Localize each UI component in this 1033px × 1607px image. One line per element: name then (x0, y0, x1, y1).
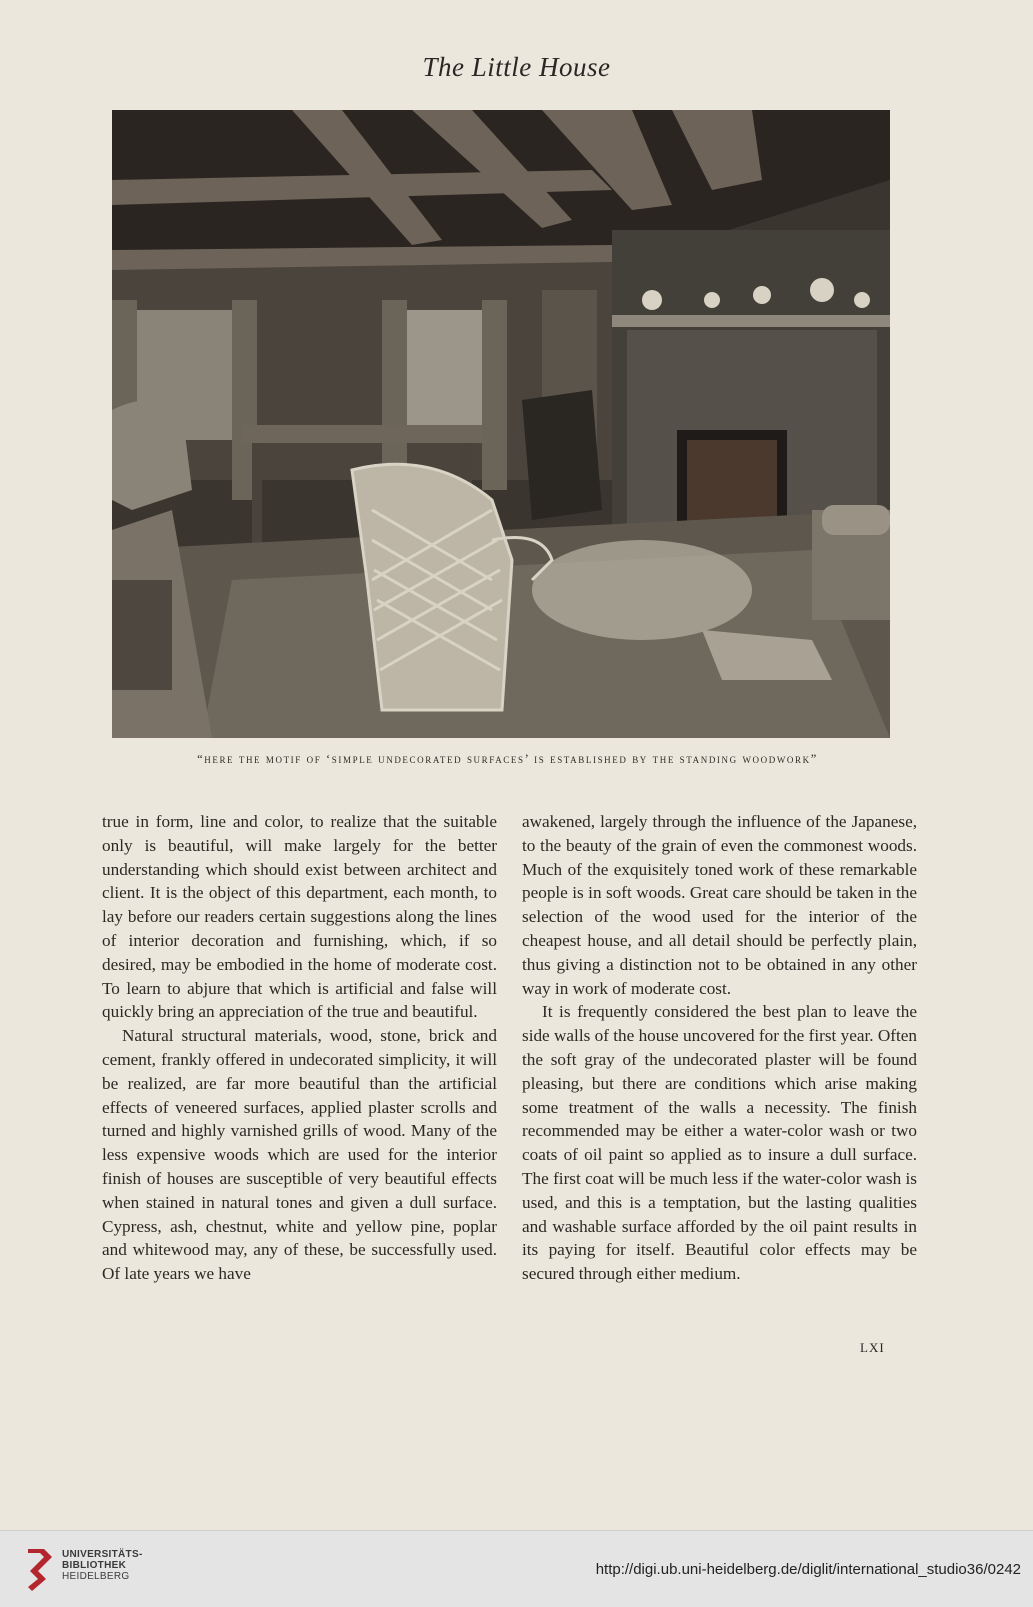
page-number: LXI (860, 1340, 885, 1355)
right-column (522, 810, 917, 1286)
library-footer (0, 1530, 1033, 1607)
library-name-line: BIBLIOTHEK (62, 1560, 127, 1571)
paragraph: It is frequently considered the best plan to leave the side walls of the house uncovered for the first year. Often the soft gray of the undecorated plaster will be found pleasing, but there are conditions which arise making some treatment of the walls a necessity. The finish recommended may be either a water-color wash or two coats of oil paint so applied as to insure a dull surface. The first coat will be much less if the water-color wash is used, and this is a temptation, but the lasting qualities and washable surface afforded by the oil paint results in its paying for itself. Beautiful color effects may be secured through either medium. (522, 1002, 917, 1284)
library-name-line: HEIDELBERG (62, 1571, 130, 1582)
source-url-link[interactable]: http://digi.ub.uni-heidelberg.de/diglit/international_studio36/0242 (595, 1561, 1021, 1578)
interior-photograph (112, 110, 890, 738)
figure-caption: “here the motif of ‘simple undecorated surfaces’ is established by the standing woodwork” (197, 752, 818, 766)
paragraph: Natural structural materials, wood, stone, brick and cement, frankly offered in undecorated simplicity, it will be realized, are far more beautiful than the artificial effects of veneered surfaces, applied plaster scrolls and turned and highly varnished grills of wood. Many of the less expensive woods which are used for the interior finish of houses are susceptible of very beautiful effects when stained in natural tones and given a dull surface. Cypress, ash, chestnut, white and yellow pine, poplar and whitewood may, any of these, be successfully used. Of late years we have (102, 1026, 497, 1284)
library-name-line: UNIVERSITÄTS- (62, 1549, 143, 1560)
paragraph: awakened, largely through the influence of the Japanese, to the beauty of the grain of even the commonest woods. Much of the exquisitely toned work of these remarkable people is in soft woods. Great care should be taken in the selection of the wood used for the interior of the cheapest house, and all detail should be perfectly plain, thus giving a distinction not to be obtained in any other way in work of moderate cost. (522, 812, 917, 998)
left-column (102, 810, 497, 1286)
library-name (62, 1549, 143, 1582)
paragraph: true in form, line and color, to realize that the suitable only is beautiful, will make largely for the better understanding which should exist between architect and client. It is the object of this department, each month, to lay before our readers certain suggestions along the lines of interior decoration and furnishing, which, if so desired, may be embodied in the home of moderate cost. To learn to abjure that which is artificial and false will quickly bring an appreciation of the true and beautiful. (102, 812, 497, 1022)
running-title: The Little House (422, 52, 611, 82)
library-logo-icon (24, 1545, 56, 1593)
